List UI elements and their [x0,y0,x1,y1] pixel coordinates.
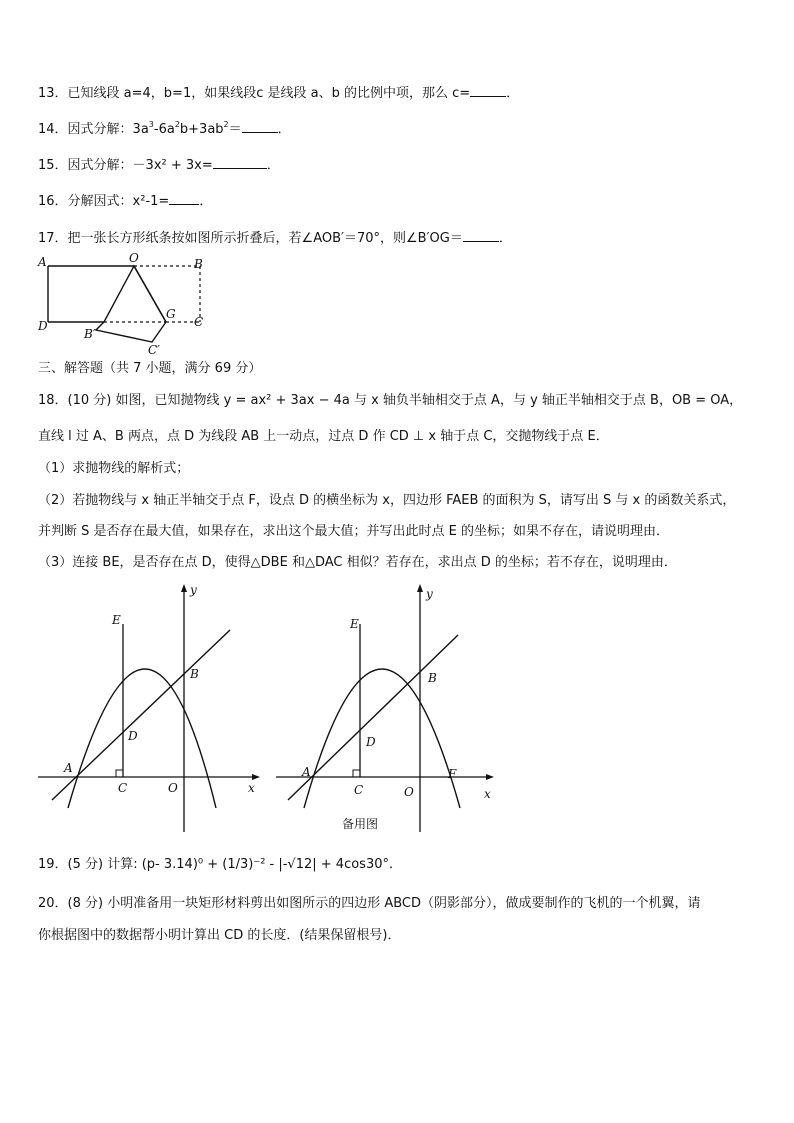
svg-text:A: A [302,765,311,779]
svg-text:E: E [350,617,359,631]
svg-text:F: F [448,767,457,781]
svg-text:C: C [118,781,128,795]
question-13-text: 13．已知线段 a=4，b=1，如果线段c 是线段 a、b 的比例中项，那么 c= [38,86,471,101]
answer-blank [213,156,267,169]
label-G: G [166,307,176,321]
question-14: 14．因式分解：$3a^3-6a^2b+3ab^2=$ ． [38,120,291,137]
svg-text:O: O [168,781,178,795]
svg-text:E: E [112,613,121,627]
section-heading: 三、解答题（共 7 小题，满分 69 分） [38,361,262,376]
question-18-part-2b: 并判断 S 是否存在最大值，如果存在，求出这个最大值；并写出此时点 E 的坐标；如果不存在，请说明理由． [38,524,669,539]
question-16: 16．分解因式：x²-1= ． [38,194,213,209]
question-13: 13．已知线段 a=4，b=1，如果线段c 是线段 a、b 的比例中项，那么 c= ． [38,86,520,101]
question-19: 19．(5 分) 计算: (p- 3.14)⁰ + (1/3)⁻² - |-√12| + 4cos30°． [38,857,402,872]
svg-text:C: C [354,783,364,797]
svg-text:D: D [366,735,376,749]
parabola-figure-main [30,580,270,835]
question-15: 15．因式分解：－3x² + 3x= ． [38,158,280,173]
svg-text:O: O [404,785,414,799]
label-A: A [38,255,47,269]
question-20-line-1: 20．(8 分) 小明准备用一块矩形材料剪出如图所示的四边形 ABCD（阴影部分），做成要制作的飞机的一个机翼，请 [38,896,701,911]
question-18-part-1: （1）求抛物线的解析式； [38,461,190,476]
question-18-line-2: 直线 l 过 A、B 两点，点 D 为线段 AB 上一动点，过点 D 作 CD ⊥ x 轴于点 C，交抛物线于点 E． [38,429,609,444]
question-18-part-2a: （2）若抛物线与 x 轴正半轴交于点 F，设点 D 的横坐标为 x，四边形 FAEB 的面积为 S，请写出 S 与 x 的函数关系式， [38,493,736,508]
question-17: 17．把一张长方形纸条按如图所示折叠后，若∠AOB′＝70°，则∠B′OG＝ ． [38,231,512,246]
label-B: B [194,257,203,271]
label-D: D [38,319,48,333]
parabola-figure-backup [270,580,510,845]
svg-text:y: y [190,583,197,597]
question-18-part-3: （3）连接 BE，是否存在点 D，使得△DBE 和△DAC 相似？若存在，求出点 D 的坐标；若不存在，说明理由． [38,555,677,570]
svg-text:B: B [190,667,199,681]
label-B-prime: B′ [84,327,96,341]
question-20-line-2: 你根据图中的数据帮小明计算出 CD 的长度．(结果保留根号)． [38,928,401,943]
folded-strip-figure [34,250,224,358]
svg-text:B: B [428,671,437,685]
svg-text:y: y [426,587,433,601]
svg-text:D: D [128,729,138,743]
answer-blank [169,192,199,205]
svg-text:A: A [64,761,73,775]
answer-blank [242,120,278,133]
label-C-prime: C′ [148,343,160,357]
svg-text:x: x [484,787,491,801]
answer-blank [470,84,506,97]
label-C: C [194,315,204,329]
question-18-line-1: 18．(10 分) 如图，已知抛物线 y = ax² + 3ax − 4a 与 x 轴负半轴相交于点 A，与 y 轴正半轴相交于点 B，OB = OA， [38,393,743,408]
svg-text:x: x [248,781,255,795]
backup-figure-caption: 备用图 [342,817,379,831]
answer-blank [463,229,499,242]
label-O: O [129,251,139,265]
